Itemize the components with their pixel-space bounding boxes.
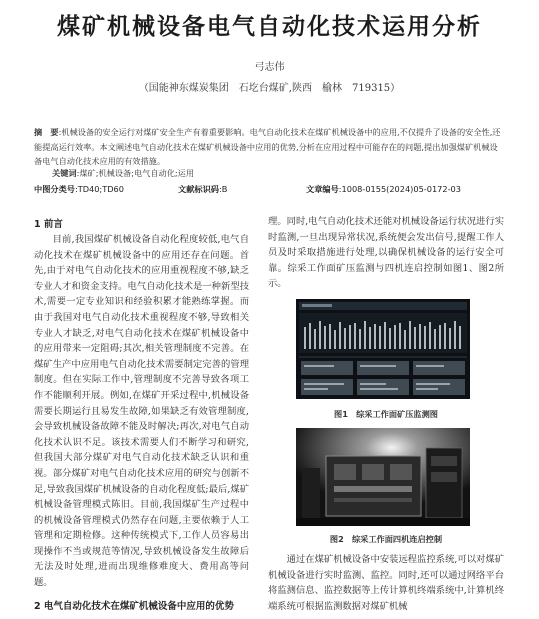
figure2-image bbox=[296, 428, 470, 526]
keywords-label: 关键词 bbox=[52, 168, 77, 178]
section1-heading: 1 前言 bbox=[34, 219, 63, 230]
figure2-caption: 图2 综采工作面四机连启控制 bbox=[329, 534, 443, 544]
figure1-caption: 图1 综采工作面矿压监测图 bbox=[334, 409, 438, 419]
abstract-text: :机械设备的安全运行对煤矿安全生产有着重要影响。电气自动化技术在煤矿机械设备中的应用,不仅提升了设备的安全性,还能提高运行效率。本文阐述电气自动化技术在煤矿机械设备中应用的优势,分析在应用过程中可能存在的问题,提出加强煤矿机械设备电气自动化技术应用的有效措施。 bbox=[34, 127, 501, 166]
paragraph: 通过在煤矿机械设备中安装远程监控系统,可以对煤矿机械设备进行实时监测、监控。同时,还可以通过网络平台将监测信息、监控数据等上传计算机终端系统中,计算机终端系统可根据监测数据对煤矿机械 bbox=[268, 554, 504, 612]
right-column-text-top bbox=[268, 214, 504, 292]
pressure-monitor-screenshot bbox=[296, 299, 470, 399]
author-name: 弓志伟 bbox=[254, 62, 285, 73]
article-number: 文章编号:1008-0155(2024)05-0172-03 bbox=[306, 184, 461, 194]
paragraph: 目前,我国煤矿机械设备自动化程度较低,电气自动化技术在煤矿机械设备中的应用还存在问题。首先,由于对电气自动化技术的应用重视程度不够,缺乏专业人才和资金支持。电气自动化技术是一种新型技术,需要一定专业知识和经验积累才能熟练掌握。而由于我国对电气自动化技术重视程度不够,导致相关专业人才缺乏,对电气自动化技术在煤矿机械设备中的应用带来一定阻碍;其次,相关管理制度不完善。在煤矿生产中应用电气自动化技术需要制定完善的管理制度。但在实际工作中,管理制度不完善导致各项工作不能顺利开展。例如,在煤矿开采过程中,机械设备需要长期运行且易发生故障,如果缺乏有效管理制度,会导致机械设备故障不能及时解决;再次,对电气自动化技术认识不足。该技术需要人们不断学习和研究,但我国大部分煤矿对电气自动化技术缺乏认识和重视。部分煤矿对电气自动化技术应用的研究与创新不足,导致我国煤矿机械设备的自动化程度低;最后,煤矿机械设备管理模式陈旧。目前,我国煤矿生产过程中的机械设备管理模式仍然存在问题,主要依赖于人工管理和定期检修。这种传统模式下,工作人员容易出现操作不当或规范等情况,导致机械设备发生故障后无法及时处理,进而出现维修难度大、费用高等问题。 bbox=[34, 234, 249, 589]
paper-title: 煤矿机械设备电气自动化技术运用分析 bbox=[57, 13, 482, 40]
document-code: 文献标识码:B bbox=[178, 184, 228, 194]
section2-heading: 2 电气自动化技术在煤矿机械设备中应用的优势 bbox=[34, 601, 234, 612]
left-column-text bbox=[34, 232, 249, 592]
four-machine-control-photo bbox=[296, 428, 470, 526]
paragraph: 理。同时,电气自动化技术还能对机械设备运行状况进行实时监测,一旦出现异常状况,系统便会发出信号,提醒工作人员及时采取措施进行处理,以确保机械设备的运行安全可靠。综采工作面矿压监测与四机连启控制如图1、图2所示。 bbox=[268, 216, 504, 290]
keywords-text: :煤矿;机械设备;电气自动化;运用 bbox=[76, 168, 195, 178]
keywords bbox=[52, 168, 194, 179]
author-affiliation: （国能神东煤炭集团 石圪台煤矿,陕西 榆林 719315） bbox=[138, 83, 401, 94]
figure1-image bbox=[296, 299, 470, 399]
abstract bbox=[34, 125, 504, 169]
clc-number: 中图分类号:TD40;TD60 bbox=[34, 184, 124, 194]
right-column-text-bottom bbox=[268, 552, 504, 612]
abstract-label: 摘 要 bbox=[34, 127, 59, 137]
